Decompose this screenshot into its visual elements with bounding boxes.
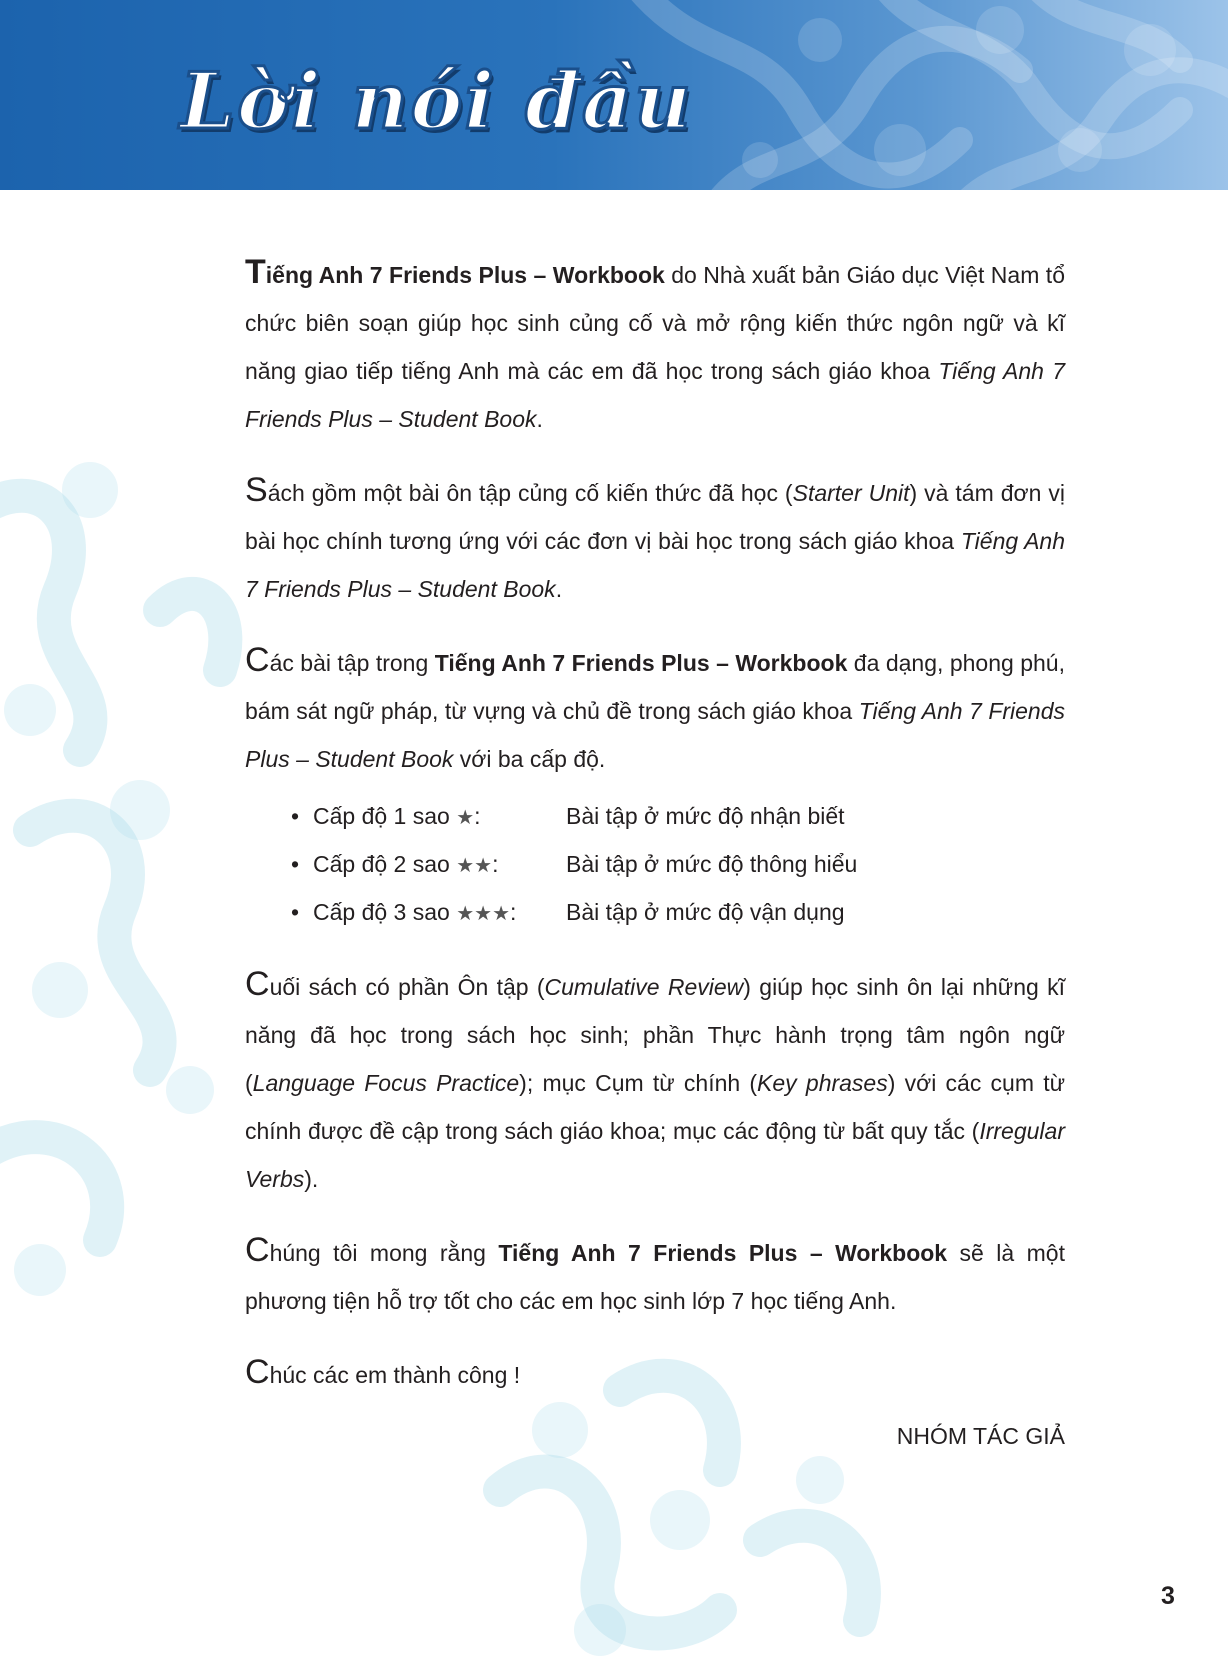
level-name: Cấp độ 3 sao bbox=[313, 899, 457, 925]
paragraph-structure bbox=[245, 466, 1065, 613]
colon: : bbox=[474, 803, 481, 829]
difficulty-levels-list bbox=[245, 792, 1065, 936]
drop-letter: C bbox=[245, 1231, 270, 1269]
italic-term: Language Focus Practice bbox=[252, 1070, 520, 1096]
star-icon: ★ bbox=[456, 807, 475, 829]
paragraph-text: ) giúp học sinh ôn lại những kĩ năng đã học trong sách học sinh; phần Thực hành trọng tâm ngôn ngữ ( bbox=[245, 974, 1065, 1096]
level-label bbox=[313, 792, 566, 840]
level-name: Cấp độ 2 sao bbox=[313, 851, 457, 877]
paragraph-text: do Nhà xuất bản Giáo dục Việt Nam tổ chức biên soạn giúp học sinh củng cố và mở rộng kiến thức ngôn ngữ và kĩ năng giao tiếp tiếng Anh mà các em đã học trong sách giáo khoa bbox=[245, 262, 1065, 384]
italic-term: Key phrases bbox=[757, 1070, 888, 1096]
book-title: Tiếng Anh 7 Friends Plus – Workbook bbox=[434, 650, 848, 676]
level-name: Cấp độ 1 sao bbox=[313, 803, 457, 829]
colon: : bbox=[510, 899, 517, 925]
book-title-italic: Tiếng Anh 7 Friends Plus – Student Book bbox=[245, 698, 1066, 772]
paragraph-text: ) với các cụm từ chính được đề cập trong sách giáo khoa; mục các động từ bất quy tắc ( bbox=[245, 1070, 1065, 1144]
paragraph-text: ) và tám đơn vị bài học chính tương ứng với các đơn vị bài học trong sách giáo khoa bbox=[245, 480, 1065, 554]
book-title: Tiếng Anh 7 Friends Plus – Workbook bbox=[498, 1240, 948, 1266]
author-signature: NHÓM TÁC GIẢ bbox=[896, 1423, 1065, 1449]
paragraph-wish bbox=[245, 1348, 1065, 1399]
level-description: Bài tập ở mức độ nhận biết bbox=[566, 803, 845, 829]
level-label bbox=[313, 888, 566, 936]
book-title-italic: Tiếng Anh 7 Friends Plus – Student Book bbox=[245, 528, 1065, 602]
star-icon: ★★★ bbox=[456, 903, 511, 925]
paragraph-end: . bbox=[555, 576, 563, 602]
paragraph-end: . bbox=[536, 406, 543, 432]
header-banner bbox=[0, 0, 1228, 190]
paragraph-text: húc các em thành công ! bbox=[269, 1362, 521, 1388]
paragraph-text: ách gồm một bài ôn tập củng cố kiến thức đã học ( bbox=[267, 480, 793, 506]
paragraph-text: ác bài tập trong bbox=[269, 650, 435, 676]
paragraph-text: ). bbox=[304, 1166, 319, 1192]
drop-letter: S bbox=[245, 471, 268, 509]
paragraph-text: ); mục Cụm từ chính ( bbox=[519, 1070, 758, 1096]
colon: : bbox=[492, 851, 499, 877]
level-item bbox=[245, 840, 1065, 888]
paragraph-appendix bbox=[245, 960, 1065, 1203]
preface-body bbox=[245, 248, 1065, 1483]
bullet: • bbox=[291, 851, 300, 877]
italic-term: Starter Unit bbox=[792, 480, 910, 506]
paragraph-text: đa dạng, phong phú, bám sát ngữ pháp, từ vựng và chủ đề trong sách giáo khoa bbox=[245, 650, 1065, 724]
paragraph-hope bbox=[245, 1226, 1065, 1325]
bullet: • bbox=[291, 899, 300, 925]
page-number: 3 bbox=[1161, 1582, 1175, 1610]
level-item bbox=[245, 888, 1065, 936]
paragraph-intro bbox=[245, 248, 1065, 443]
bullet: • bbox=[291, 803, 300, 829]
level-label bbox=[313, 840, 566, 888]
page-title: Lời nói đầu bbox=[180, 56, 693, 147]
drop-letter: C bbox=[245, 1353, 270, 1391]
drop-letter: C bbox=[245, 965, 270, 1003]
level-item bbox=[245, 792, 1065, 840]
book-title-italic: Tiếng Anh 7 Friends Plus – Student Book bbox=[245, 358, 1065, 432]
level-description: Bài tập ở mức độ thông hiểu bbox=[566, 851, 858, 877]
italic-term: Irregular Verbs bbox=[245, 1118, 1065, 1192]
level-description: Bài tập ở mức độ vận dụng bbox=[566, 899, 845, 925]
paragraph-exercises bbox=[245, 636, 1065, 783]
drop-letter: T bbox=[245, 253, 266, 291]
italic-term: Cumulative Review bbox=[544, 974, 744, 1000]
paragraph-text: với ba cấp độ. bbox=[453, 746, 606, 772]
paragraph-text: uối sách có phần Ôn tập ( bbox=[269, 974, 545, 1000]
drop-letter: C bbox=[245, 641, 270, 679]
paragraph-text: húng tôi mong rằng bbox=[269, 1240, 499, 1266]
book-title: iếng Anh 7 Friends Plus – Workbook bbox=[265, 262, 665, 288]
star-icon: ★★ bbox=[456, 855, 493, 877]
paragraph-text: sẽ là một phương tiện hỗ trợ tốt cho các em học sinh lớp 7 học tiếng Anh. bbox=[245, 1240, 1065, 1314]
